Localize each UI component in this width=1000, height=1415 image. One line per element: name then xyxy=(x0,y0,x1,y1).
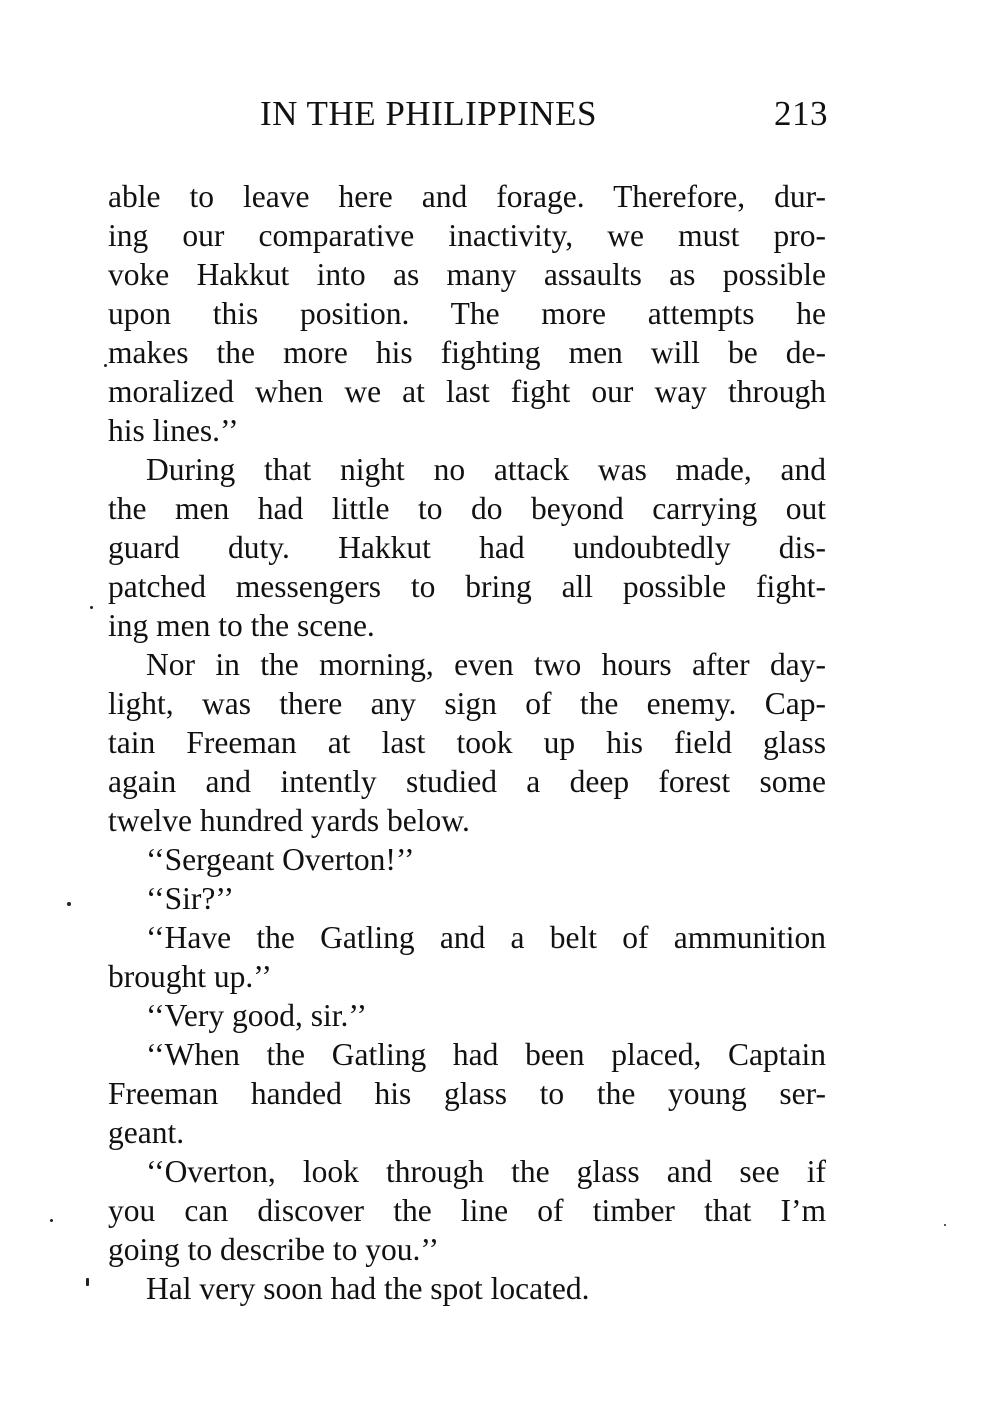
text-line: going to describe to you.’’ xyxy=(108,1232,439,1267)
text-line: voke Hakkut into as many assaults as possible xyxy=(108,257,826,292)
text-line: you can discover the line of timber that I’m xyxy=(108,1193,826,1228)
scan-speck xyxy=(944,1224,946,1226)
text-line: Hal very soon had the spot located. xyxy=(146,1271,590,1306)
text-line: Freeman handed his glass to the young ser- xyxy=(108,1076,826,1111)
text-line: brought up.’’ xyxy=(108,959,272,994)
text-line: ‘‘Sir?’’ xyxy=(146,881,235,916)
scan-speck xyxy=(86,1278,89,1286)
text-line: moralized when we at last fight our way through xyxy=(108,374,826,409)
text-line: his lines.’’ xyxy=(108,413,239,448)
scan-speck xyxy=(67,902,71,906)
text-line: the men had little to do beyond carrying out xyxy=(108,491,826,526)
scan-speck xyxy=(104,364,107,367)
text-line: During that night no attack was made, and xyxy=(146,452,826,487)
scan-speck xyxy=(90,606,93,609)
text-line: Nor in the morning, even two hours after day- xyxy=(146,647,826,682)
text-line: ing our comparative inactivity, we must pro- xyxy=(108,218,826,253)
text-line: geant. xyxy=(108,1115,185,1150)
text-line: patched messengers to bring all possible fight- xyxy=(108,569,826,604)
text-line: ‘‘Have the Gatling and a belt of ammunition xyxy=(146,920,826,955)
text-line: able to leave here and forage. Therefore, dur- xyxy=(108,179,826,214)
body-text xyxy=(108,177,826,1308)
text-line: ‘‘When the Gatling had been placed, Captain xyxy=(146,1037,826,1072)
running-head xyxy=(108,92,828,136)
text-line: guard duty. Hakkut had undoubtedly dis- xyxy=(108,530,826,565)
running-title: IN THE PHILIPPINES xyxy=(260,94,597,133)
text-line: tain Freeman at last took up his field glass xyxy=(108,725,826,760)
text-line: twelve hundred yards below. xyxy=(108,803,470,838)
scan-speck xyxy=(50,1219,53,1222)
text-line: ‘‘Very good, sir.’’ xyxy=(146,998,368,1033)
text-line: again and intently studied a deep forest some xyxy=(108,764,826,799)
text-line: ‘‘Sergeant Overton!’’ xyxy=(146,842,415,877)
text-line: upon this position. The more attempts he xyxy=(108,296,826,331)
page-number: 213 xyxy=(774,94,828,133)
text-line: light, was there any sign of the enemy. Cap- xyxy=(108,686,826,721)
text-line: ing men to the scene. xyxy=(108,608,375,643)
text-line: ‘‘Overton, look through the glass and see if xyxy=(146,1154,826,1189)
text-line: makes the more his fighting men will be de- xyxy=(108,335,826,370)
